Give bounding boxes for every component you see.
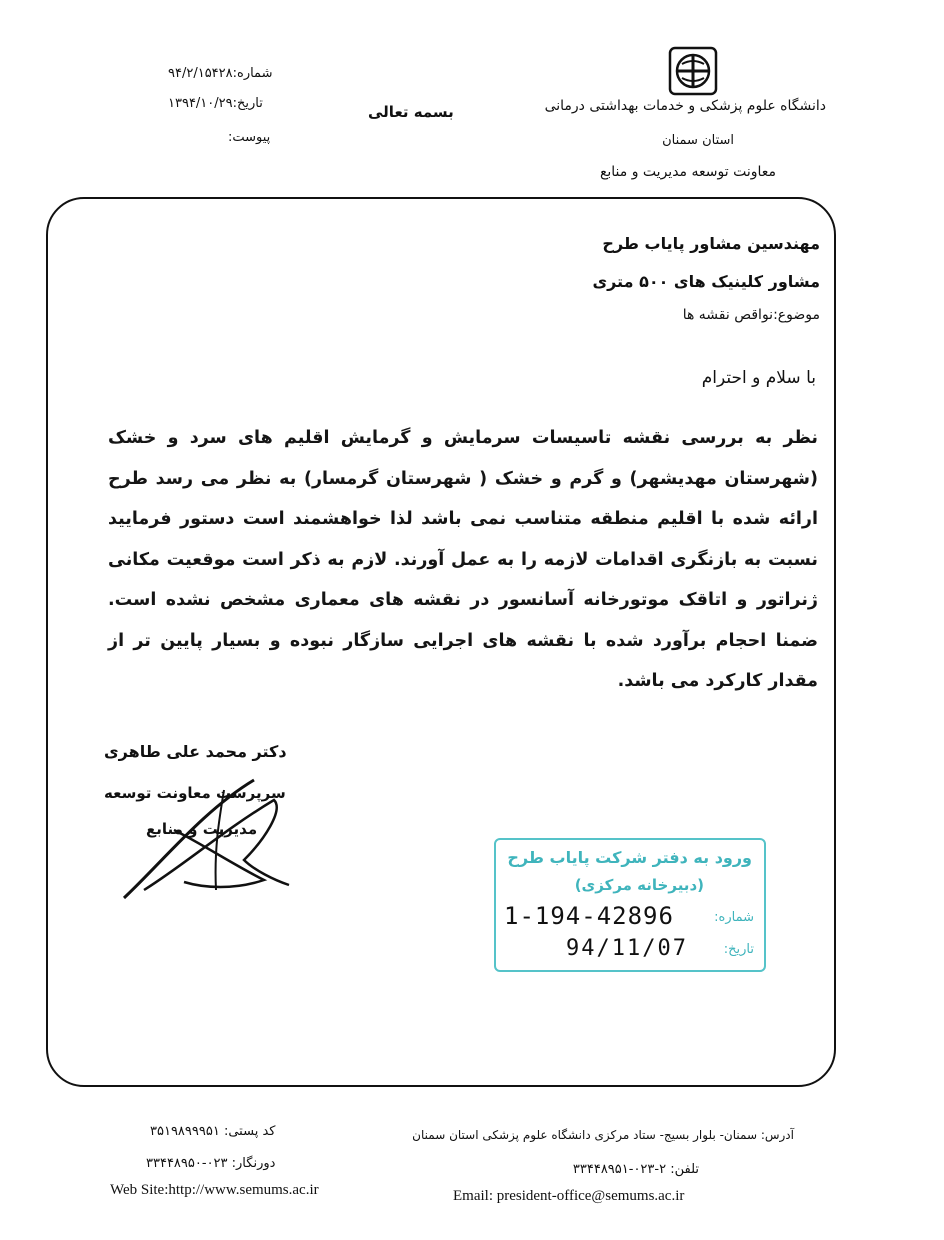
letter-body: نظر به بررسی نقشه تاسیسات سرمایش و گرمایش اقلیم های سرد و خشک (شهرستان مهدیشهر) و گرم و خشک ( شهرستان گرمسار) به نظر می رسد طرح ارائه شده با اقلیم منطقه متناسب نمی باشد لذا خواهشمند است دستور فرمایید نسبت به بازنگری اقدامات لازمه را به عمل آورند. لازم به ذکر است موقعیت مکانی ژنراتور و اتاقک موتورخانه آسانسور در نقشه های معماری مشخص نشده است. ضمنا احجام برآورد شده با نقشه های اجرایی سازگار نبوده و بسیار پایین تر از مقدار کارکرد می باشد. xyxy=(108,428,818,691)
stamp-date-label: تاریخ: xyxy=(723,942,754,957)
handwritten-signature-icon xyxy=(104,770,294,910)
receipt-stamp xyxy=(494,838,766,972)
recipient-line-1: مهندسین مشاور پایاب طرح xyxy=(602,234,820,253)
footer-address: آدرس: سمنان- بلوار بسیج- ستاد مرکزی دانشگاه علوم پزشکی استان سمنان xyxy=(412,1128,794,1142)
stamp-number-value: 1-194-42896 xyxy=(504,902,674,930)
recipient-line-2: مشاور کلینیک های ۵۰۰ متری xyxy=(592,272,820,291)
stamp-number-label: شماره: xyxy=(714,910,754,925)
signatory-title-line-1: سرپرست معاونت توسعه xyxy=(104,784,286,802)
stamp-date-value: 94/11/07 xyxy=(566,936,688,961)
university-name: دانشگاه علوم پزشکی و خدمات بهداشتی درمانی xyxy=(544,98,826,114)
signatory-title-line-2: مدیریت و منابع xyxy=(146,820,258,838)
footer-telephone: تلفن: ۲-۰۲۳-۳۳۴۴۸۹۵۱ xyxy=(572,1162,699,1177)
letter-number: شماره:۹۴/۲/۱۵۴۲۸ xyxy=(168,66,273,81)
greeting: با سلام و احترام xyxy=(701,368,816,388)
department-name: معاونت توسعه مدیریت و منابع xyxy=(599,164,776,180)
invocation-heading: بسمه تعالی xyxy=(368,103,454,121)
stamp-title: ورود به دفتر شرکت پایاب طرح xyxy=(507,848,752,867)
university-logo-icon xyxy=(668,46,718,96)
footer-email-link[interactable]: Email: president-office@semums.ac.ir xyxy=(453,1188,685,1204)
letter-attachment: پیوست: xyxy=(228,130,271,145)
stamp-subtitle: (دبیرخانه مرکزی) xyxy=(574,876,704,894)
footer-fax: دورنگار: ۰۲۳-۳۳۴۴۸۹۵۰ xyxy=(146,1156,276,1171)
letter-subject: موضوع:نواقص نقشه ها xyxy=(682,307,820,323)
province-name: استان سمنان xyxy=(662,133,734,148)
footer-postal-code: کد پستی: ۳۵۱۹۸۹۹۹۵۱ xyxy=(150,1124,276,1139)
signatory-name: دکتر محمد علی طاهری xyxy=(104,742,287,761)
letter-date: تاریخ:۱۳۹۴/۱۰/۲۹ xyxy=(168,96,263,111)
footer-website-link[interactable]: Web Site:http://www.semums.ac.ir xyxy=(110,1182,319,1198)
